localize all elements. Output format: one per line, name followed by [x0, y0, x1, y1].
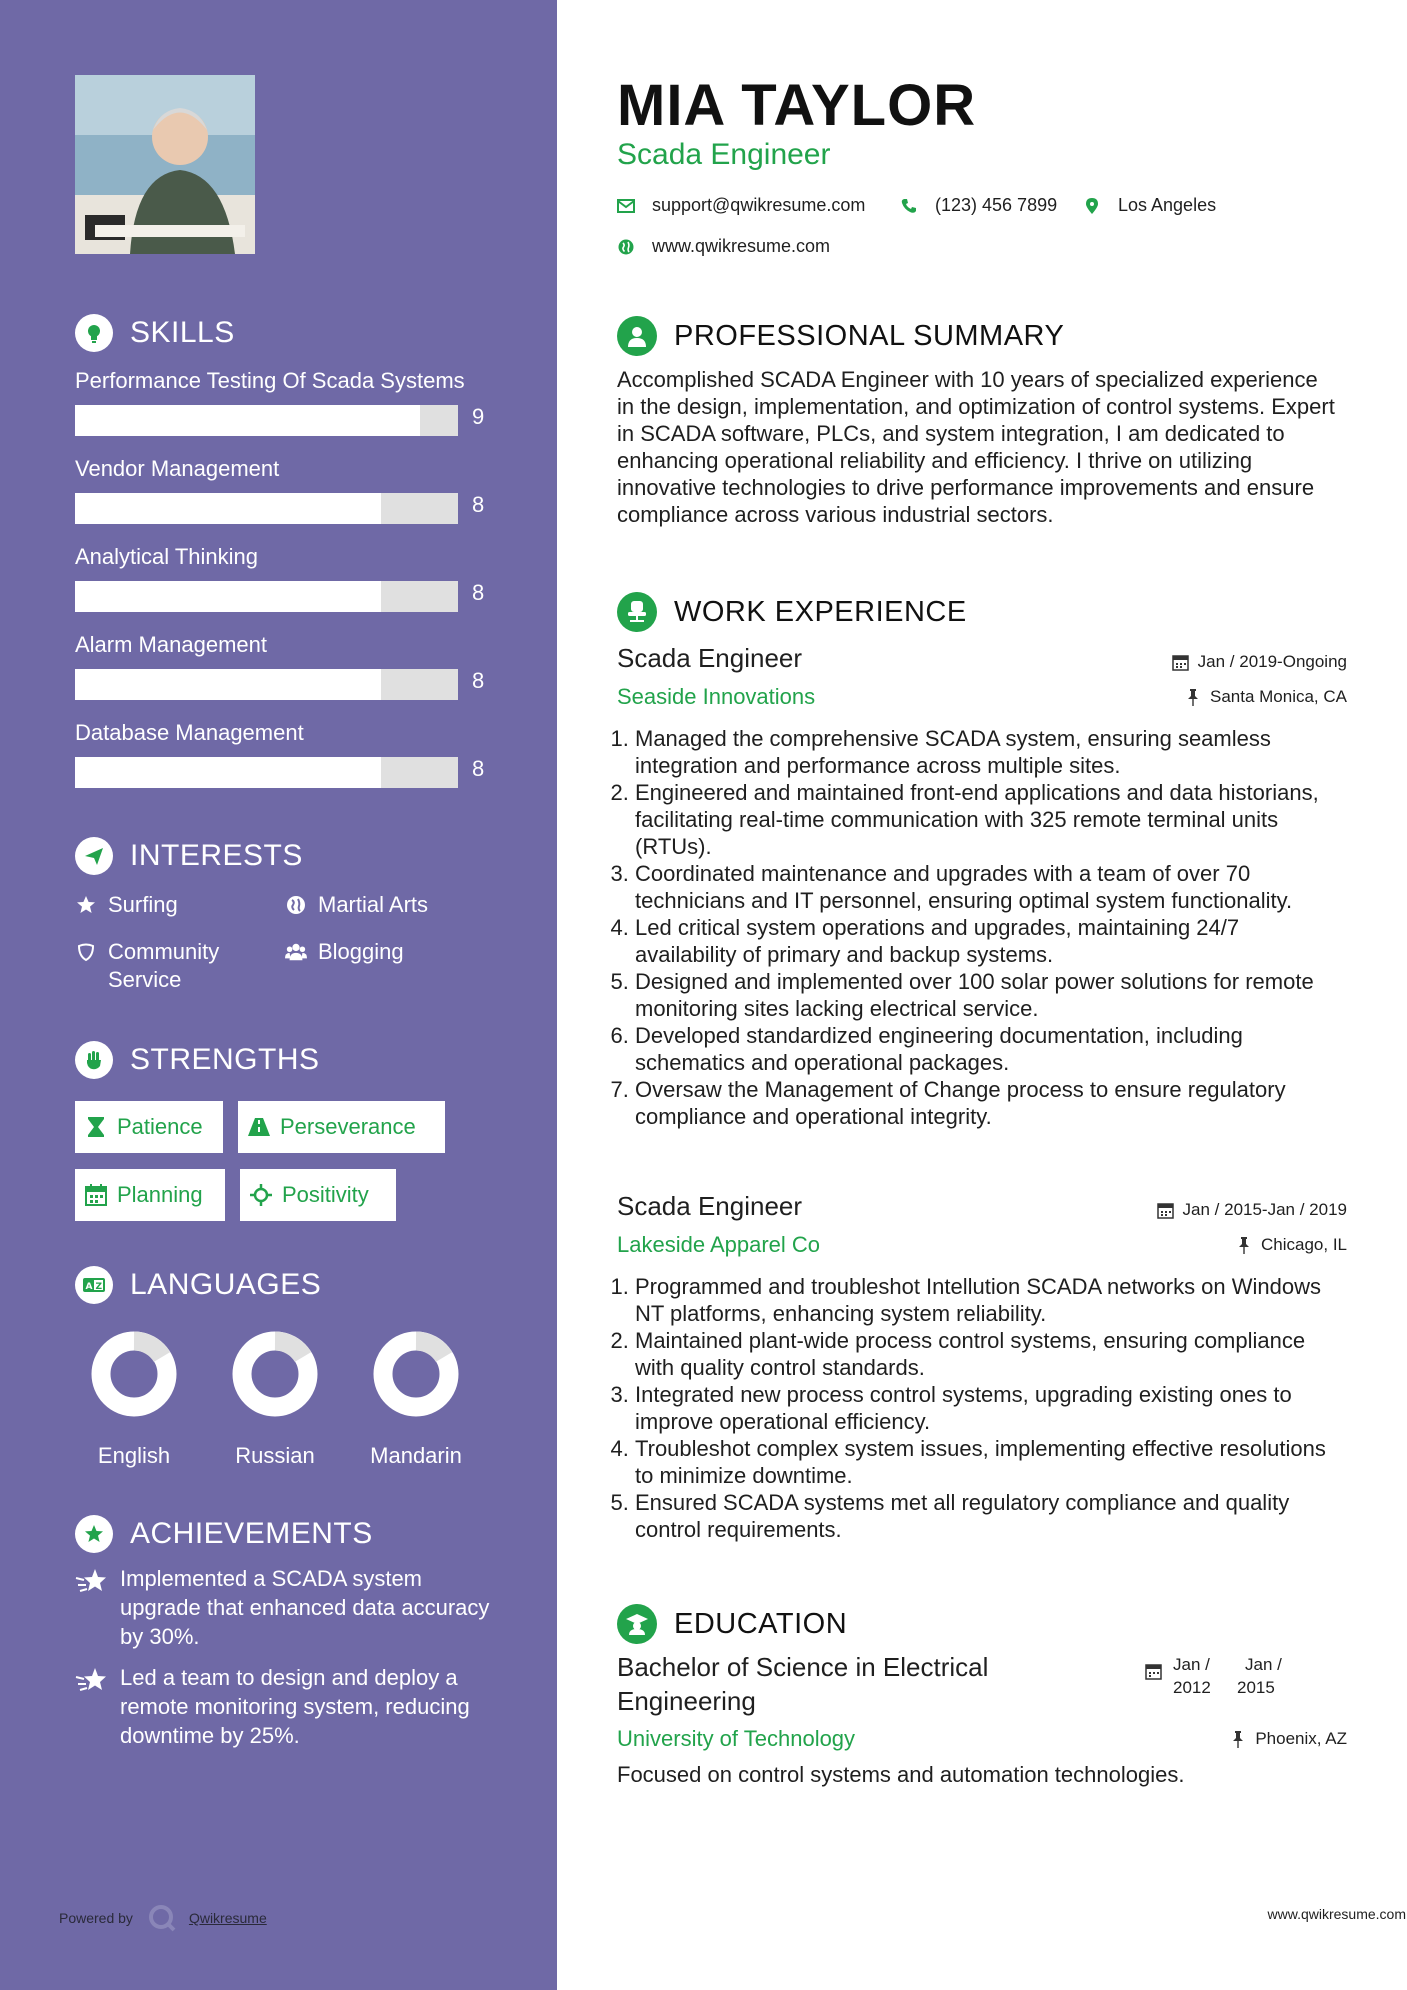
languages-title: LANGUAGES [130, 1268, 322, 1301]
globe-icon [617, 238, 635, 256]
globe-icon [285, 891, 307, 919]
education-title: EDUCATION [674, 1607, 848, 1640]
interest-item [75, 938, 255, 994]
sidebar [0, 0, 557, 1990]
job-title: Scada Engineer [617, 643, 803, 673]
contact-website[interactable] [617, 236, 830, 257]
skill-row [75, 366, 515, 454]
interest-item [285, 938, 404, 966]
achievements-title: ACHIEVEMENTS [130, 1517, 373, 1550]
language-name: Mandarin [370, 1443, 462, 1468]
skill-row [75, 454, 515, 542]
skill-level: 8 [472, 492, 485, 517]
interest-label: Blogging [318, 939, 404, 964]
candidate-title: Scada Engineer [617, 138, 831, 171]
education-dates [1145, 1653, 1301, 1699]
calendar-icon [1145, 1663, 1163, 1681]
skill-bar-fill [75, 757, 381, 788]
duty-item: 3. Integrated new process control systems, upgrading existing ones to improve operational efficiency. [635, 1381, 1339, 1435]
calendar-icon [85, 1184, 107, 1206]
school-name: University of Technology [617, 1726, 856, 1751]
hand-icon [75, 1041, 113, 1079]
achievements-section [75, 1514, 515, 1554]
duty-item: 2. Maintained plant-wide process control systems, ensuring compliance with quality control standards. [635, 1327, 1339, 1381]
sun-icon [250, 1184, 272, 1206]
language-item [74, 1330, 194, 1469]
skill-row [75, 630, 515, 718]
svg-text:A: A [85, 1282, 93, 1292]
shooting-star-icon [75, 1566, 109, 1596]
svg-text:Z: Z [95, 1282, 103, 1292]
interests-title: INTERESTS [130, 839, 303, 872]
candidate-name: MIA TAYLOR [617, 73, 977, 138]
strength-chip [75, 1101, 223, 1153]
hourglass-icon [85, 1116, 107, 1138]
skill-level: 8 [472, 756, 485, 781]
achievement-item [75, 1564, 495, 1651]
interests-section [75, 836, 515, 876]
paper-plane-icon [75, 837, 113, 875]
language-ring [372, 1330, 460, 1418]
powered-by [59, 1903, 267, 1933]
phone-text: (123) 456 7899 [935, 195, 1058, 215]
achievement-item [75, 1663, 495, 1750]
pushpin-icon [1184, 688, 1202, 706]
skills-section [75, 313, 515, 353]
achievements-header [75, 1514, 515, 1554]
award-star-icon [75, 1515, 113, 1553]
email-text: support@qwikresume.com [652, 195, 866, 215]
profile-photo [75, 75, 255, 254]
skill-level: 8 [472, 580, 485, 605]
qwikresume-logo-icon [147, 1903, 177, 1933]
pushpin-icon [1235, 1236, 1253, 1254]
education-start [1173, 1653, 1237, 1699]
languages-header [75, 1265, 515, 1305]
office-chair-icon [617, 592, 657, 632]
website-text: www.qwikresume.com [652, 236, 831, 256]
skill-level: 9 [472, 404, 485, 429]
education-header [617, 1603, 847, 1645]
interest-item [75, 891, 178, 919]
interests-header [75, 836, 515, 876]
contact-email[interactable] [617, 195, 865, 216]
start-year: 2012 [1173, 1678, 1211, 1697]
job-dates [1172, 652, 1347, 672]
language-icon [75, 1266, 113, 1304]
languages-section [75, 1265, 515, 1305]
job-dates-text: Jan / 2019-Ongoing [1197, 652, 1347, 671]
summary-text: Accomplished SCADA Engineer with 10 years of specialized experience in the design, implementation, and optimization of control systems. Expert in SCADA software, PLCs, and system integration, I am dedicated to enhancing operational reliability and efficiency. I thrive on utilizing innovative technologies to drive performance improvements and ensure compliance across various industrial sectors. [617, 367, 1335, 527]
pushpin-icon [1229, 1730, 1247, 1748]
duty-item: 2. Engineered and maintained front-end applications and data historians, facilitating real-time communication with 325 remote terminal units (RTUs). [635, 779, 1339, 860]
strength-label: Positivity [282, 1182, 369, 1207]
strength-label: Perseverance [280, 1114, 416, 1139]
skills-title: SKILLS [130, 316, 235, 349]
duty-item: 5. Designed and implemented over 100 solar power solutions for remote monitoring sites lacking electrical service. [635, 968, 1339, 1022]
duty-item: 5. Ensured SCADA systems met all regulatory compliance and quality control requirements. [635, 1489, 1339, 1543]
contact-location [1083, 195, 1216, 216]
skill-row [75, 718, 515, 806]
envelope-icon [617, 197, 635, 215]
skill-bar [75, 757, 458, 788]
education-location-text: Phoenix, AZ [1255, 1729, 1347, 1748]
achievement-text: Led a team to design and deploy a remote monitoring system, reducing downtime by 25%. [120, 1665, 470, 1748]
job-duties-list [609, 725, 1339, 1130]
duty-item: 4. Troubleshot complex system issues, implementing effective resolutions to minimize downtime. [635, 1435, 1339, 1489]
duty-item: 1. Managed the comprehensive SCADA system, ensuring seamless integration and performance across multiple sites. [635, 725, 1339, 779]
skill-name: Database Management [75, 720, 304, 745]
education-end [1237, 1653, 1301, 1699]
summary-header [617, 315, 1064, 357]
skill-name: Vendor Management [75, 456, 280, 481]
skill-bar-fill [75, 405, 420, 436]
strength-label: Planning [117, 1182, 203, 1207]
interest-item [285, 891, 428, 919]
skill-name: Performance Testing Of Scada Systems [75, 368, 465, 393]
interest-label: Community Service [108, 939, 220, 992]
shield-icon [75, 938, 97, 966]
experience-title: WORK EXPERIENCE [674, 595, 967, 628]
start-month: Jan / [1173, 1655, 1210, 1674]
job-location-text: Chicago, IL [1261, 1235, 1347, 1254]
strength-chip [240, 1169, 396, 1221]
job-dates-text: Jan / 2015-Jan / 2019 [1182, 1200, 1347, 1219]
star-icon [75, 891, 97, 919]
education-description: Focused on control systems and automation technologies. [617, 1762, 1185, 1787]
job-duties-list [609, 1273, 1339, 1543]
duty-item: 3. Coordinated maintenance and upgrades with a team of over 70 technicians and IT personnel, ensuring optimal system functionality. [635, 860, 1339, 914]
end-month: Jan / [1245, 1655, 1282, 1674]
language-ring [90, 1330, 178, 1418]
contact-phone[interactable] [900, 195, 1057, 216]
location-text: Los Angeles [1118, 195, 1217, 215]
strength-label: Patience [117, 1114, 203, 1139]
degree-name: Bachelor of Science in Electrical Engineering [617, 1652, 989, 1716]
experience-header [617, 591, 967, 633]
job-location-text: Santa Monica, CA [1209, 687, 1347, 706]
shooting-star-icon [75, 1665, 109, 1695]
qwikresume-link[interactable]: Qwikresume [188, 1910, 267, 1926]
road-icon [248, 1116, 270, 1138]
lightbulb-icon [75, 314, 113, 352]
map-pin-icon [1083, 197, 1101, 215]
end-year: 2015 [1237, 1678, 1275, 1697]
interest-label: Martial Arts [318, 892, 429, 917]
strengths-header [75, 1040, 515, 1080]
education-location [1229, 1729, 1347, 1749]
user-icon [617, 316, 657, 356]
skills-list [75, 366, 515, 806]
users-icon [285, 938, 307, 966]
skill-bar-fill [75, 493, 381, 524]
duty-item: 4. Led critical system operations and upgrades, maintaining 24/7 availability of primary and backup systems. [635, 914, 1339, 968]
skill-bar-fill [75, 669, 381, 700]
achievement-text: Implemented a SCADA system upgrade that enhanced data accuracy by 30%. [120, 1566, 490, 1649]
language-name: English [97, 1443, 171, 1468]
skill-bar [75, 493, 458, 524]
phone-icon [900, 197, 918, 215]
interest-label: Surfing [108, 892, 178, 917]
job-location [1184, 687, 1347, 707]
skills-header [75, 313, 515, 353]
company-name: Lakeside Apparel Co [617, 1232, 821, 1257]
duty-item: 1. Programmed and troubleshot Intellution SCADA networks on Windows NT platforms, enhancing system reliability. [635, 1273, 1339, 1327]
strength-chip [238, 1101, 445, 1153]
powered-by-label: Powered by [59, 1910, 133, 1926]
skill-name: Alarm Management [75, 632, 267, 657]
skill-row [75, 542, 515, 630]
skill-bar [75, 405, 458, 436]
duty-item: 6. Developed standardized engineering documentation, including schematics and operational packages. [635, 1022, 1339, 1076]
language-ring [231, 1330, 319, 1418]
language-item [356, 1330, 476, 1469]
footer-url[interactable]: www.qwikresume.com [1267, 1906, 1406, 1922]
skill-bar-fill [75, 581, 381, 612]
company-name: Seaside Innovations [617, 684, 816, 709]
strengths-section [75, 1040, 515, 1080]
strength-chip [75, 1169, 225, 1221]
calendar-icon [1157, 1201, 1175, 1219]
duty-item: 7. Oversaw the Management of Change process to ensure regulatory compliance and operational integrity. [635, 1076, 1339, 1130]
calendar-icon [1172, 653, 1190, 671]
graduate-icon [617, 1604, 657, 1644]
skill-bar [75, 669, 458, 700]
skill-level: 8 [472, 668, 485, 693]
skill-name: Analytical Thinking [75, 544, 259, 569]
job-location [1235, 1235, 1347, 1255]
language-name: Russian [235, 1443, 315, 1468]
job-title: Scada Engineer [617, 1191, 803, 1221]
summary-title: PROFESSIONAL SUMMARY [674, 319, 1065, 352]
job-dates [1157, 1200, 1347, 1220]
skill-bar [75, 581, 458, 612]
strengths-title: STRENGTHS [130, 1043, 320, 1076]
language-item [215, 1330, 335, 1469]
